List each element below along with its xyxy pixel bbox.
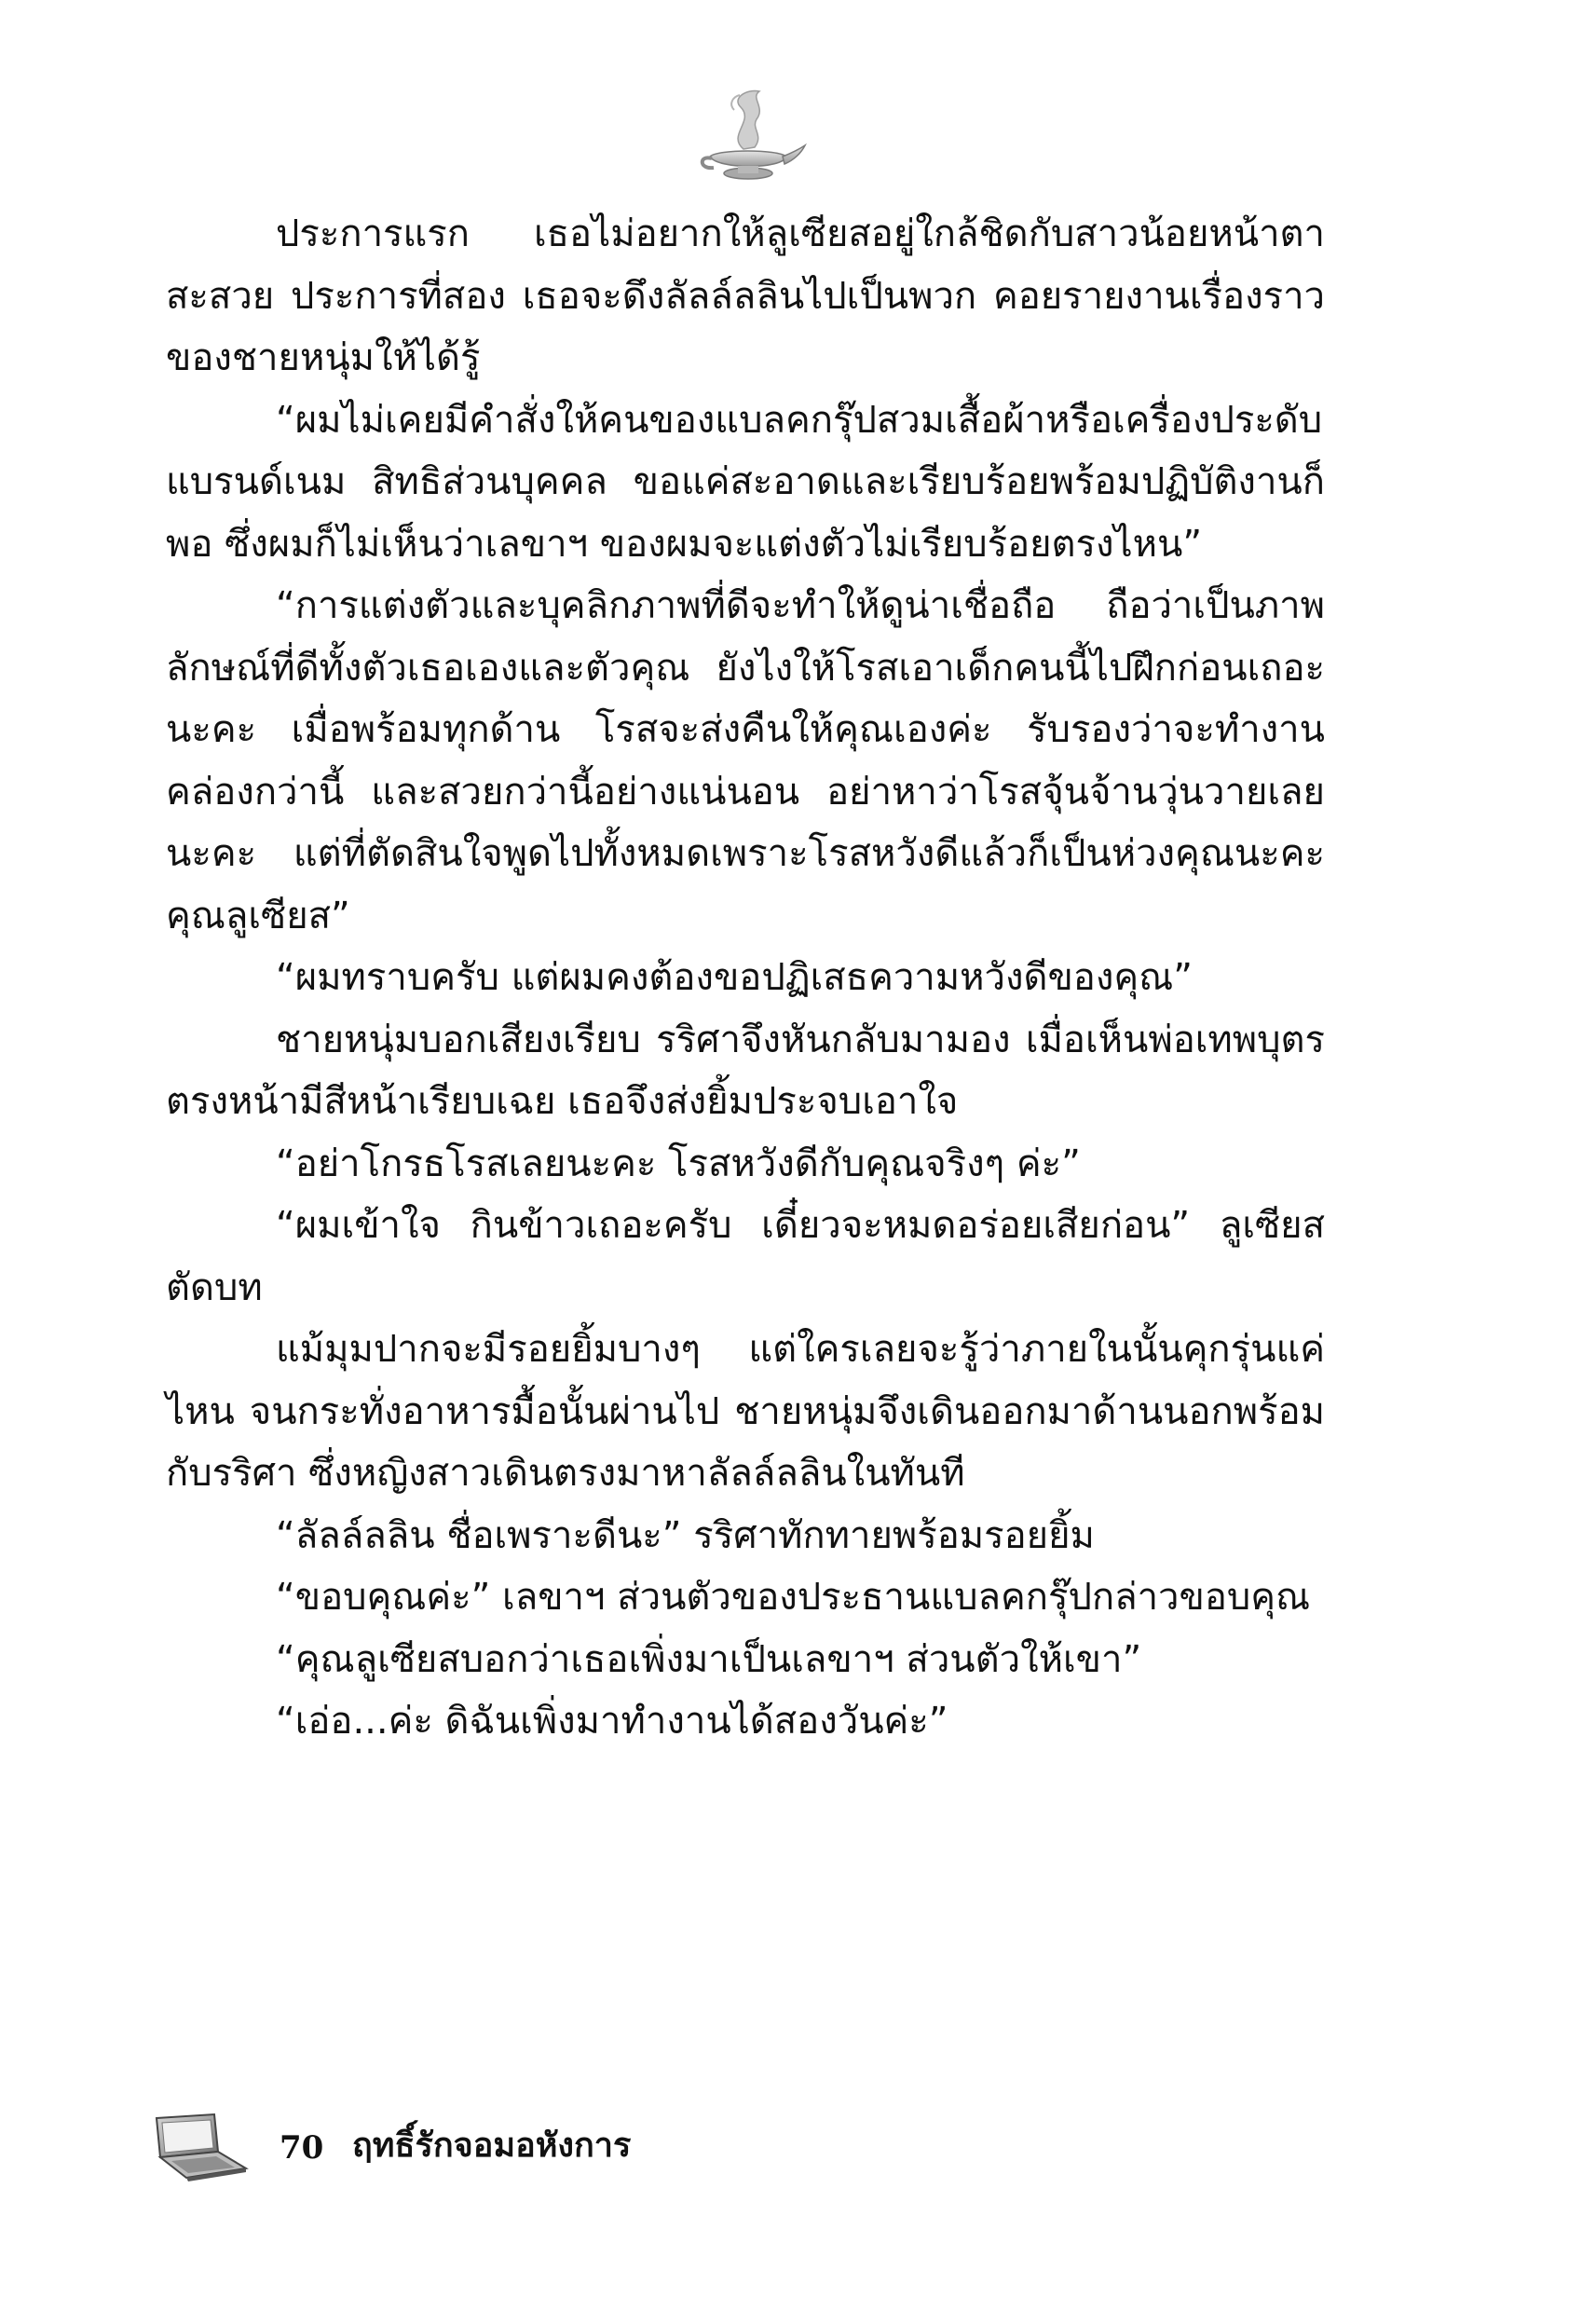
- paragraph: “ผมทราบครับ แต่ผมคงต้องขอปฏิเสธความหวังดีของคุณ”: [276, 956, 1193, 999]
- book-title: ฤทธิ์รักจอมอหังการ: [352, 2126, 632, 2165]
- page-number: 70: [280, 2129, 324, 2167]
- paragraph: “การแต่งตัวและบุคลิกภาพที่ดีจะทำให้ดูน่าเชื่อถือ ถือว่าเป็นภาพลักษณ์ที่ดีทั้งตัวเธอเองและตัวคุณ ยังไงให้โรสเอาเด็กคนนี้ไปฝึกก่อนเถอะนะคะ เมื่อพร้อมทุกด้าน โรสจะส่งคืนให้คุณเองค่ะ รับรองว่าจะทำงานคล่องกว่านี้ และสวยกว่านี้อย่างแน่นอน อย่าหาว่าโรสจุ้นจ้านวุ่นวายเลยนะคะ แต่ที่ตัดสินใจพูดไปทั้งหมดเพราะโรสหวังดีแล้วก็เป็นห่วงคุณนะคะคุณลูเซียส”: [166, 584, 1325, 937]
- paragraph: “ลัลล์ลลิน ชื่อเพราะดีนะ” รริศาทักทายพร้อมรอยยิ้ม: [276, 1513, 1095, 1557]
- body-text: [166, 203, 1325, 1753]
- laptop-icon: [149, 2111, 252, 2185]
- paragraph: “เอ่อ...ค่ะ ดิฉันเพิ่งมาทำงานได้สองวันค่ะ”: [276, 1700, 948, 1743]
- paragraph: “ผมเข้าใจ กินข้าวเถอะครับ เดี๋ยวจะหมดอร่อยเสียก่อน” ลูเซียสตัดบท: [166, 1204, 1325, 1309]
- paragraph: “คุณลูเซียสบอกว่าเธอเพิ่งมาเป็นเลขาฯ ส่วนตัวให้เขา”: [276, 1637, 1142, 1681]
- paragraph: แม้มุมปากจะมีรอยยิ้มบางๆ แต่ใครเลยจะรู้ว่าภายในนั้นคุกรุ่นแค่ไหน จนกระทั่งอาหารมื้อนั้นผ่านไป ชายหนุ่มจึงเดินออกมาด้านนอกพร้อมกับรริศา ซึ่งหญิงสาวเดินตรงมาหาลัลล์ลลินในทันที: [166, 1328, 1325, 1495]
- paragraph: “อย่าโกรธโรสเลยนะคะ โรสหวังดีกับคุณจริงๆ ค่ะ”: [276, 1142, 1081, 1185]
- paragraph: “ขอบคุณค่ะ” เลขาฯ ส่วนตัวของประธานแบลคกรุ๊ปกล่าวขอบคุณ: [276, 1576, 1311, 1619]
- page-footer: [149, 2111, 801, 2195]
- genie-lamp-icon: [689, 84, 811, 186]
- paragraph: “ผมไม่เคยมีคำสั่งให้คนของแบลคกรุ๊ปสวมเสื้อผ้าหรือเครื่องประดับแบรนด์เนม สิทธิส่วนบุคคล ขอแค่สะอาดและเรียบร้อยพร้อมปฏิบัติงานก็พอ ซึ่งผมก็ไม่เห็นว่าเลขาฯ ของผมจะแต่งตัวไม่เรียบร้อยตรงไหน”: [166, 398, 1325, 566]
- paragraph: ชายหนุ่มบอกเสียงเรียบ รริศาจึงหันกลับมามอง เมื่อเห็นพ่อเทพบุตรตรงหน้ามีสีหน้าเรียบเฉย เธอจึงส่งยิ้มประจบเอาใจ: [166, 1018, 1325, 1123]
- paragraph: ประการแรก เธอไม่อยากให้ลูเซียสอยู่ใกล้ชิดกับสาวน้อยหน้าตาสะสวย ประการที่สอง เธอจะดึงลัลล์ลลินไปเป็นพวก คอยรายงานเรื่องราวของชายหนุ่มให้ได้รู้: [166, 212, 1325, 379]
